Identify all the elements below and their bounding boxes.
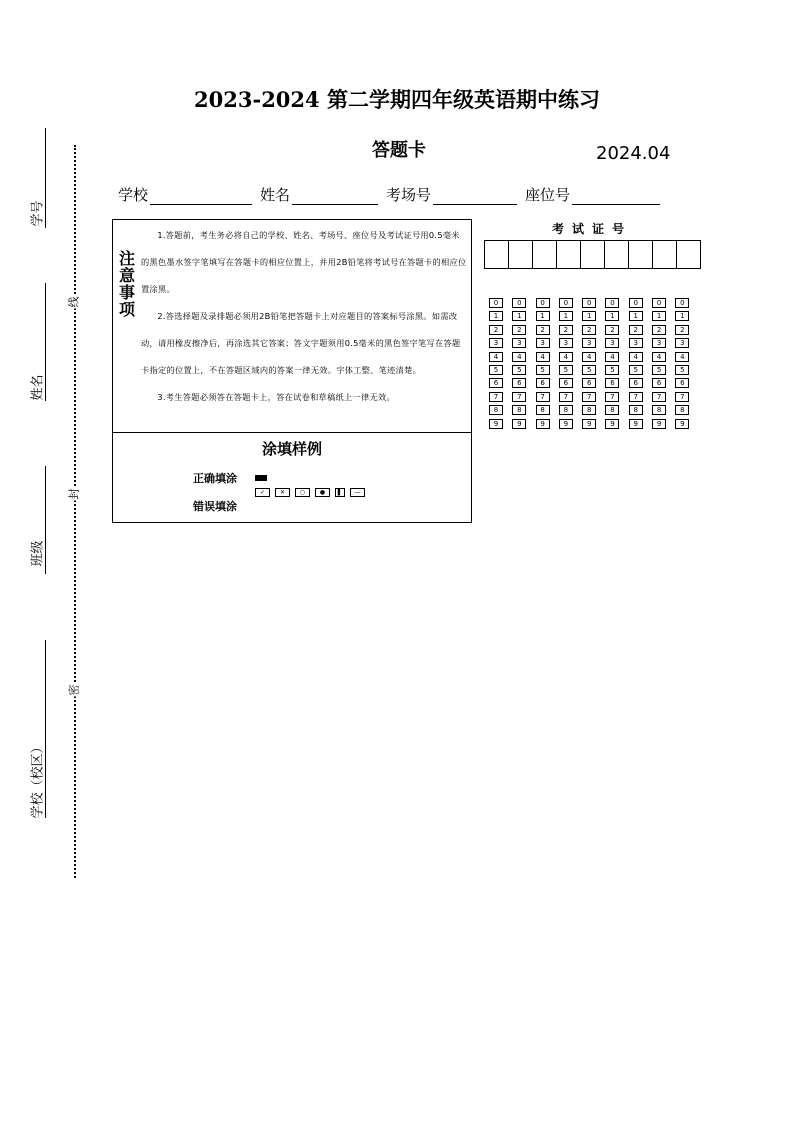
exam-id-bubble[interactable]: 9 [652,419,666,429]
exam-id-bubble[interactable]: 6 [629,378,643,388]
exam-id-bubble[interactable]: 9 [489,419,503,429]
wrong-fill-marks [255,488,365,497]
exam-id-bubble[interactable]: 9 [512,419,526,429]
exam-id-bubble[interactable]: 7 [536,392,550,402]
exam-id-bubble[interactable]: 9 [629,419,643,429]
exam-id-digit-box[interactable] [484,240,509,269]
exam-id-bubble[interactable]: 1 [582,311,596,321]
exam-id-bubble[interactable]: 6 [605,378,619,388]
binding-mark-seal: 封 [67,488,81,500]
exam-id-bubble[interactable]: 1 [605,311,619,321]
exam-id-bubble[interactable]: 5 [582,365,596,375]
exam-id-bubble[interactable]: 0 [512,298,526,308]
exam-id-bubble[interactable]: 3 [536,338,550,348]
exam-id-bubble[interactable]: 0 [652,298,666,308]
exam-id-bubble[interactable]: 3 [512,338,526,348]
exam-id-bubble[interactable]: 7 [605,392,619,402]
room-field[interactable] [386,184,517,205]
exam-id-bubble[interactable]: 3 [582,338,596,348]
exam-id-bubble[interactable]: 2 [512,325,526,335]
exam-id-bubble[interactable]: 6 [652,378,666,388]
notes-body [141,222,467,411]
exam-id-bubble[interactable]: 6 [675,378,689,388]
exam-id-bubble[interactable]: 2 [559,325,573,335]
exam-id-digit-box[interactable] [628,240,653,269]
exam-id-digit-box[interactable] [556,240,581,269]
exam-id-bubble[interactable]: 0 [489,298,503,308]
exam-id-bubble[interactable]: 1 [652,311,666,321]
school-blank[interactable] [150,188,252,205]
side-label-name: 姓名 [30,374,46,401]
exam-id-bubble[interactable]: 4 [582,352,596,362]
exam-id-bubble[interactable]: 8 [605,405,619,415]
notes-divider [113,432,471,433]
exam-id-bubble[interactable]: 0 [605,298,619,308]
exam-id-title: 考试证号 [551,222,632,236]
exam-id-bubble[interactable]: 5 [629,365,643,375]
exam-id-bubble[interactable]: 4 [629,352,643,362]
exam-id-digit-box[interactable] [652,240,677,269]
exam-id-bubble[interactable]: 2 [629,325,643,335]
exam-id-bubble[interactable]: 6 [489,378,503,388]
exam-id-bubble[interactable]: 7 [489,392,503,402]
exam-id-bubble[interactable]: 3 [629,338,643,348]
exam-id-bubble[interactable]: 7 [629,392,643,402]
exam-id-bubble[interactable]: 4 [512,352,526,362]
exam-id-bubble[interactable]: 8 [489,405,503,415]
wrong-mark-cross-icon: ✕ [275,488,290,497]
exam-id-digit-box[interactable] [532,240,557,269]
exam-id-bubble[interactable]: 3 [605,338,619,348]
exam-id-bubble[interactable]: 4 [536,352,550,362]
note-item: 3.考生答题必须答在答题卡上，答在试卷和草稿纸上一律无效。 [157,392,395,402]
exam-id-bubble[interactable]: 1 [675,311,689,321]
exam-id-bubble[interactable]: 7 [652,392,666,402]
fill-example-title: 涂填样例 [261,440,322,458]
name-field[interactable] [260,184,378,205]
exam-id-bubble[interactable]: 5 [605,365,619,375]
binding-mark-secret: 密 [67,684,81,696]
exam-id-bubble[interactable]: 3 [652,338,666,348]
exam-id-bubble[interactable]: 3 [559,338,573,348]
wrong-fill-label: 错误填涂 [193,500,237,513]
exam-id-bubble[interactable]: 5 [536,365,550,375]
wrong-mark-line-icon: ― [350,488,365,497]
side-label-class: 班级 [30,540,46,567]
exam-id-bubble[interactable]: 3 [675,338,689,348]
answer-card-title: 答题卡 [372,140,426,161]
exam-id-bubble[interactable]: 6 [512,378,526,388]
exam-id-bubble[interactable]: 4 [652,352,666,362]
exam-id-bubble[interactable]: 8 [652,405,666,415]
exam-id-bubble[interactable]: 7 [559,392,573,402]
exam-id-bubble[interactable]: 4 [559,352,573,362]
exam-id-bubble[interactable]: 9 [675,419,689,429]
exam-id-bubble[interactable]: 1 [512,311,526,321]
exam-id-bubble[interactable]: 2 [536,325,550,335]
exam-id-bubble[interactable]: 6 [559,378,573,388]
exam-id-bubble[interactable]: 7 [512,392,526,402]
exam-id-bubble[interactable]: 1 [559,311,573,321]
room-label: 考场号 [386,186,432,204]
page-title: 2023-2024 第二学期四年级英语期中练习 [194,87,600,112]
name-blank[interactable] [292,188,378,205]
exam-id-bubble[interactable]: 9 [582,419,596,429]
exam-id-bubble[interactable]: 0 [629,298,643,308]
exam-id-bubble[interactable]: 8 [536,405,550,415]
exam-id-digit-box[interactable] [604,240,629,269]
binding-dotted-line [74,145,76,878]
exam-id-bubble[interactable]: 1 [536,311,550,321]
exam-id-bubble[interactable]: 0 [582,298,596,308]
seat-blank[interactable] [572,188,660,205]
exam-id-bubble[interactable]: 4 [605,352,619,362]
wrong-mark-partial-icon: ▌ [335,488,345,497]
side-label-school: 学校（校区） [30,740,46,819]
exam-id-bubble[interactable]: 2 [582,325,596,335]
exam-id-bubble[interactable]: 1 [629,311,643,321]
exam-id-bubble[interactable]: 9 [605,419,619,429]
exam-id-bubble[interactable]: 5 [652,365,666,375]
wrong-mark-check-icon: ✓ [255,488,270,497]
note-item: 1.答题前，考生务必将自己的学校、姓名、考场号、座位号及考试证号用0.5毫米的黑色墨水签字笔填写在答题卡的相应位置上，并用2B铅笔将考试号在答题卡的相应位置涂黑。 [141,230,467,294]
exam-id-bubble[interactable]: 2 [489,325,503,335]
seat-label: 座位号 [525,186,571,204]
name-label: 姓名 [260,186,291,204]
exam-id-bubble[interactable]: 8 [629,405,643,415]
exam-id-boxes [485,240,701,269]
room-blank[interactable] [433,188,517,205]
exam-id-bubble-grid [489,298,689,429]
notes-box [112,219,472,523]
exam-id-bubble[interactable]: 8 [582,405,596,415]
exam-id-bubble[interactable]: 9 [536,419,550,429]
exam-date: 2024.04 [596,143,671,164]
exam-id-bubble[interactable]: 4 [675,352,689,362]
exam-id-digit-box[interactable] [508,240,533,269]
exam-id-bubble[interactable]: 8 [512,405,526,415]
exam-id-bubble[interactable]: 3 [489,338,503,348]
exam-id-bubble[interactable]: 2 [675,325,689,335]
exam-id-bubble[interactable]: 8 [559,405,573,415]
wrong-mark-dot-icon: ● [315,488,330,497]
school-field[interactable] [118,184,252,205]
exam-id-bubble[interactable]: 7 [582,392,596,402]
exam-id-bubble[interactable]: 5 [559,365,573,375]
exam-id-bubble[interactable]: 0 [675,298,689,308]
exam-id-digit-box[interactable] [676,240,701,269]
exam-id-bubble[interactable]: 5 [512,365,526,375]
seat-field[interactable] [525,184,660,205]
exam-id-bubble[interactable]: 0 [536,298,550,308]
exam-id-bubble[interactable]: 7 [675,392,689,402]
exam-id-bubble[interactable]: 5 [489,365,503,375]
correct-fill-mark [255,475,267,481]
exam-id-bubble[interactable]: 4 [489,352,503,362]
binding-mark-line: 线 [67,296,81,308]
exam-id-bubble[interactable]: 5 [675,365,689,375]
exam-id-bubble[interactable]: 6 [536,378,550,388]
wrong-mark-circle-icon: ○ [295,488,310,497]
exam-id-digit-box[interactable] [580,240,605,269]
side-label-student-no: 学号 [30,200,46,227]
exam-id-bubble[interactable]: 2 [605,325,619,335]
notes-heading: 注意事项 [118,249,135,319]
correct-fill-label: 正确填涂 [193,472,237,485]
exam-id-bubble[interactable]: 1 [489,311,503,321]
exam-id-bubble[interactable]: 8 [675,405,689,415]
school-label: 学校 [118,186,149,204]
exam-id-bubble[interactable]: 6 [582,378,596,388]
note-item: 2.答选择题及录排题必须用2B铅笔把答题卡上对应题目的答案标号涂黑。如需改动，请用橡皮擦净后，再涂选其它答案；答文字题须用0.5毫米的黑色签字笔写在答题卡指定的位置上，不在答题区域内的答案一律无效。字体工整、笔迹清楚。 [141,311,461,375]
exam-id-bubble[interactable]: 0 [559,298,573,308]
info-line [118,184,660,205]
exam-id-bubble[interactable]: 2 [652,325,666,335]
exam-id-bubble[interactable]: 9 [559,419,573,429]
